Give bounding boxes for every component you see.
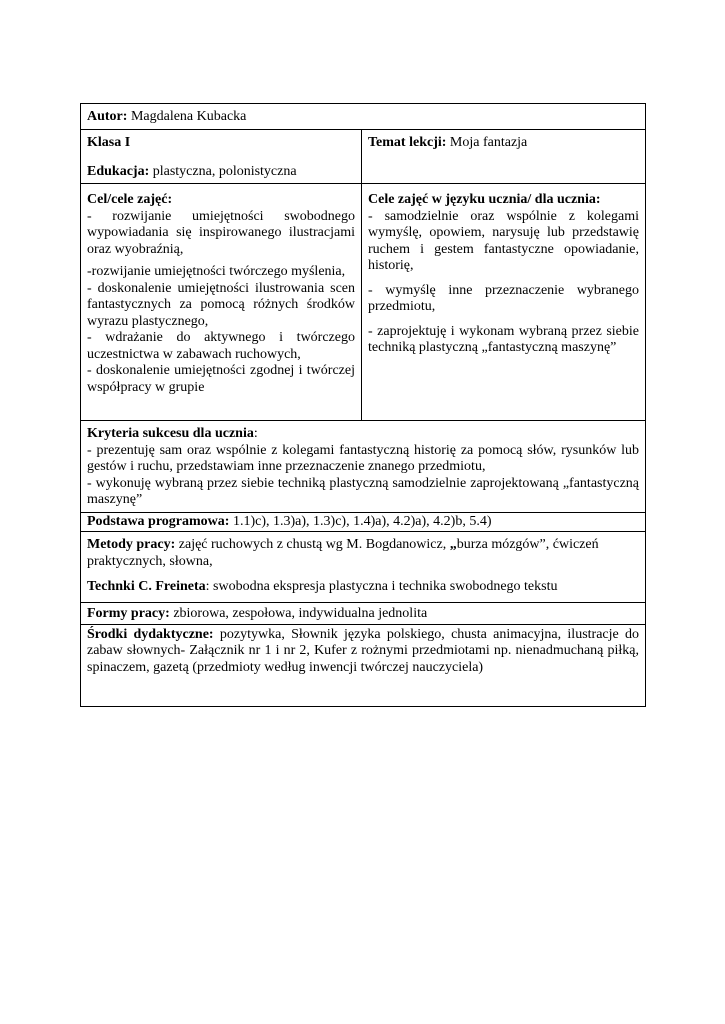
topic-value: Moja fantazja (446, 135, 528, 150)
goal-item: -rozwijanie umiejętności twórczego myślenia, (87, 264, 346, 279)
goal-item: - doskonalenie umiejętności ilustrowania scen fantastycznych za pomocą różnych środków wyrazu plastycznego, (87, 280, 355, 329)
student-goal-item: - samodzielnie oraz wspólnie z kolegami wymyślę, opowiem, narysuję lub przedstawię ruchem i gestem fantastyczne opowiadanie, historię, (368, 208, 640, 273)
forms-value: zbiorowa, zespołowa, indywidualna jednolita (169, 606, 428, 621)
criteria-heading (87, 426, 639, 443)
student-goals-label: Cele zajęć w języku ucznia/ dla ucznia: (368, 192, 601, 207)
student-goal-item: - zaprojektuję i wykonam wybraną przez siebie techniką plastyczną „fantastyczną maszynę” (368, 323, 640, 355)
methods-label: Metody pracy: (87, 537, 176, 552)
goal-item: - wdrażanie do aktywnego i twórczego uczestnictwa w zabawach ruchowych, (87, 330, 355, 362)
goal-item: - rozwijanie umiejętności swobodnego wypowiadania się inspirowanego ilustracjami oraz wyobraźnią, (87, 208, 355, 257)
basis-value: 1.1)c), 1.3)a), 1.3)c), 1.4)a), 4.2)a), 4.2)b, 5.4) (229, 513, 492, 529)
freinet-label: Technki C. Freineta (87, 579, 206, 594)
criteria-colon: : (253, 426, 258, 441)
author-row (81, 104, 646, 130)
methods-line (87, 537, 639, 570)
forms-cell (81, 603, 646, 625)
criteria-item: - prezentuję sam oraz wspólnie z kolegami fantastyczną historię za pomocą słów, rysunków lub gestów i ruchu, przedstawiam inne przeznaczenie znanego przedmiotu, (87, 442, 640, 474)
methods-row (81, 532, 646, 603)
methods-value-pre: zajęć ruchowych z chustą wg M. Bogdanowicz, (175, 537, 450, 552)
lesson-plan-document (80, 103, 645, 707)
criteria-item: - wykonuję wybraną przez siebie techniką plastyczną samodzielnie zaprojektowaną „fantastyczną maszynę” (87, 475, 640, 507)
topic-cell (362, 130, 646, 184)
student-goal-item: - wymyślę inne przeznaczenie wybranego przedmiotu, (368, 282, 640, 314)
education-line (87, 164, 355, 181)
basis-cell (81, 512, 646, 532)
author-label: Autor: (87, 109, 128, 124)
tools-cell (81, 624, 646, 706)
goals-row (81, 184, 646, 421)
education-label: Edukacja: (87, 163, 150, 179)
tools-value: pozytywka, Słownik języka polskiego, chusta animacyjna, ilustracje do zabaw słownych- Załącznik nr 1 i nr 2, Kufer z rożnymi przedmiotami np. nienadmuchaną piłką, spinaczem, gazetą (przedmioty według inwencji twórczej nauczyciela) (87, 626, 640, 675)
forms-label: Formy pracy: (87, 606, 170, 621)
freinet-value: : swobodna ekspresja plastyczna i technika swobodnego tekstu (205, 579, 558, 594)
tools-label: Środki dydaktyczne: (87, 626, 214, 642)
methods-cell (81, 532, 646, 603)
methods-quote: „ (449, 537, 457, 552)
class-cell (81, 130, 362, 184)
basis-label: Podstawa programowa: (87, 513, 230, 529)
criteria-cell (81, 421, 646, 513)
education-value: plastyczna, polonistyczna (149, 163, 297, 179)
criteria-row (81, 421, 646, 513)
topic-label: Temat lekcji: (368, 135, 447, 150)
lesson-plan-table (80, 103, 646, 707)
student-goals-cell (362, 184, 646, 421)
methods-value-post: burza mózgów”, ćwiczeń praktycznych, słowna, (87, 537, 599, 569)
forms-row (81, 603, 646, 625)
goals-cell (81, 184, 362, 421)
class-topic-row (81, 130, 646, 184)
author-cell (81, 104, 646, 130)
tools-row (81, 624, 646, 706)
basis-row (81, 512, 646, 532)
freinet-line (87, 579, 639, 596)
goals-label: Cel/cele zajęć: (87, 192, 173, 207)
author-value: Magdalena Kubacka (127, 109, 247, 124)
class-label: Klasa I (87, 135, 131, 150)
criteria-label: Kryteria sukcesu dla ucznia (87, 426, 254, 441)
goal-item: - doskonalenie umiejętności zgodnej i twórczej współpracy w grupie (87, 363, 355, 395)
